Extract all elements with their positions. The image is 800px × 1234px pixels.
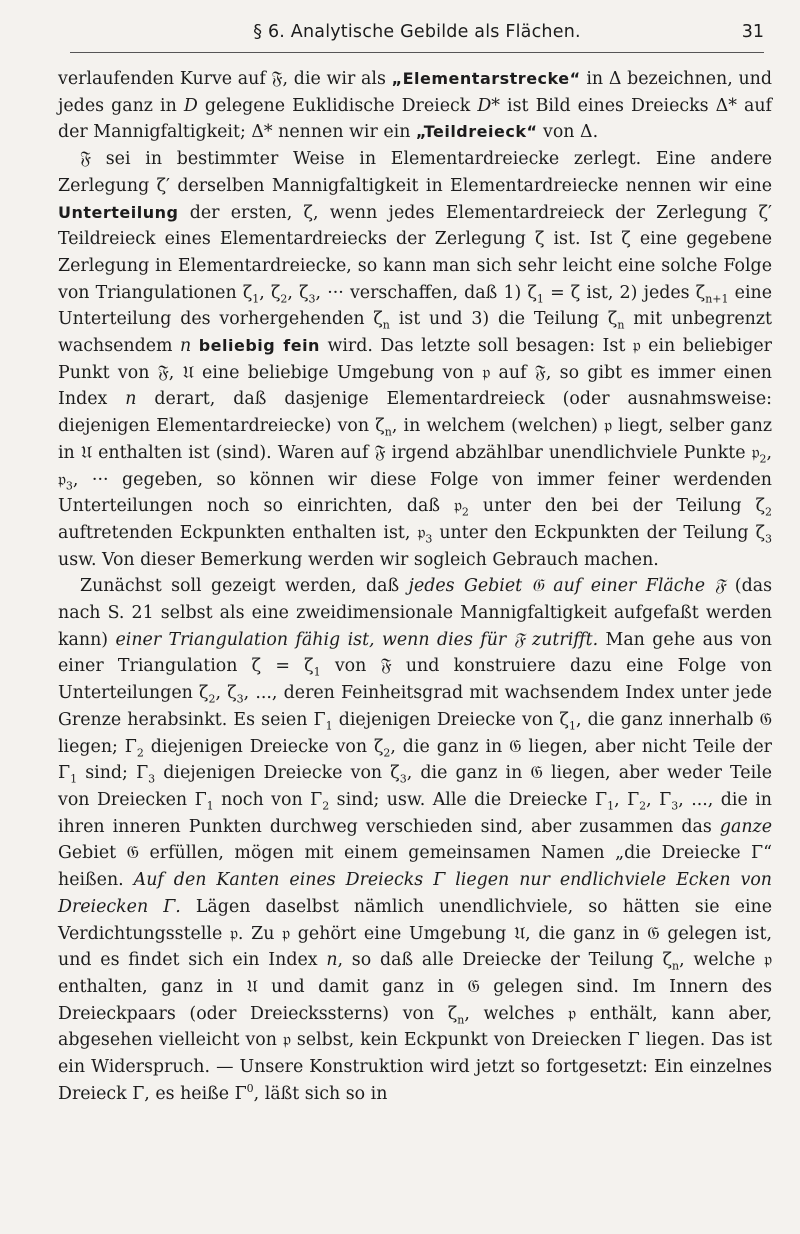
text-segment: 2	[639, 799, 647, 813]
text-segment: eine Unterteilung des vorhergehenden ζ	[58, 282, 773, 330]
text-segment: 1	[607, 799, 615, 813]
text-segment: 1	[536, 292, 544, 306]
text-segment: , die ganz in 𝔊 liegen, aber nicht Teile der Γ	[58, 736, 772, 784]
text-segment: 1	[252, 292, 260, 306]
text-segment: unter den bei der Teilung ζ	[468, 496, 765, 517]
text-segment: , Γ	[614, 789, 640, 810]
text-segment: n	[617, 318, 625, 332]
text-segment: 1	[206, 799, 214, 813]
text-segment: , 𝔭	[58, 442, 772, 490]
text-segment: , ζ	[215, 683, 237, 704]
text-segment: n	[672, 959, 680, 973]
text-segment: , ζ	[287, 282, 309, 303]
text-segment: auftretenden Eckpunkten enthalten ist, 𝔭	[58, 522, 426, 543]
text-segment: Gebiet 𝔊 erfüllen, mögen mit einem gemeinsamen Namen „die Dreiecke Γ“ heißen.	[58, 843, 772, 891]
text-segment: (das nach S. 21 selbst als eine zweidimensionale Mannigfaltigkeit aufgefaßt werden kann)	[58, 576, 772, 650]
text-segment: von Δ.	[537, 122, 599, 143]
text-segment: , ..., deren Feinheitsgrad mit wachsendem Index unter jede Grenze herabsinkt. Es seien Γ	[58, 683, 772, 730]
text-segment: 3	[236, 692, 244, 706]
body-text	[58, 66, 772, 1107]
text-segment: diejenigen Dreiecke von ζ	[155, 763, 400, 784]
text-segment: Unterteilung	[58, 202, 179, 222]
text-segment: Zunächst soll gezeigt werden, daß	[80, 576, 409, 597]
text-segment: „Elementarstrecke“	[391, 69, 581, 88]
text-segment: 3	[765, 532, 773, 546]
text-segment: n	[457, 1013, 465, 1027]
text-segment: , ··· verschaffen, daß 1) ζ	[315, 282, 537, 303]
text-segment: beliebig fein	[198, 336, 320, 356]
text-segment: unter den Eckpunkten der Teilung ζ	[432, 522, 766, 543]
text-segment: diejenigen Dreiecke von ζ	[332, 709, 569, 730]
text-segment: , die ganz innerhalb 𝔊 liegen; Γ	[58, 709, 772, 757]
text-segment: n	[326, 950, 338, 971]
section-title: § 6. Analytische Gebilde als Flächen.	[253, 22, 581, 42]
text-segment: 2	[280, 292, 288, 306]
text-segment: , ζ	[259, 282, 281, 303]
text-segment: n	[384, 425, 392, 439]
running-head	[70, 22, 764, 53]
text-segment: , so daß alle Dreiecke der Teilung ζ	[337, 950, 672, 971]
text-segment: , welches 𝔭 enthält, kann aber, abgesehen vielleicht von 𝔭 selbst, kein Eckpunkt von Dreiecken Γ liegen. Das ist ein Widerspruch. — Unsere Konstruktion wird jetzt so fortgesetzt: Ein einzelnes Dreieck Γ, es heiße Γ	[58, 1003, 773, 1104]
text-segment: einer Triangulation fähig ist, wenn dies für 𝔉 zutrifft.	[115, 629, 599, 650]
text-segment: wird. Das letzte soll besagen: Ist 𝔭 ein beliebiger Punkt von 𝔉, 𝔘 eine beliebige Umgebung von 𝔭 auf 𝔉, so gibt es immer einen Index	[58, 336, 772, 410]
text-segment: D*	[477, 95, 500, 116]
text-segment: „Teildreieck“	[415, 122, 538, 142]
text-segment: noch von Γ	[213, 789, 323, 810]
text-segment	[191, 336, 199, 356]
text-segment: , läßt sich so in	[253, 1083, 388, 1104]
text-segment: usw. Von dieser Bemerkung werden wir sogleich Gebrauch machen.	[58, 549, 659, 570]
text-segment: 2	[383, 746, 391, 760]
text-segment: 2	[136, 746, 144, 760]
text-segment: Auf den Kanten eines Dreiecks Γ liegen nur endlichviele Ecken von Dreiecken Γ.	[58, 870, 772, 917]
text-segment: n+1	[705, 292, 729, 306]
text-segment: 1	[313, 665, 321, 679]
text-segment: Lägen daselbst nämlich unendlichviele, so hätten sie eine Verdichtungsstelle 𝔭. Zu 𝔭 gehört eine Umgebung 𝔘, die ganz in 𝔊 gelegen ist, und es findet sich ein Index	[58, 896, 772, 971]
text-segment: 2	[759, 452, 767, 466]
text-segment: , ..., die in ihren inneren Punkten durchweg verschieden sind, aber zusammen das	[58, 789, 772, 837]
text-segment: 2	[208, 692, 216, 706]
text-segment: 2	[765, 505, 772, 519]
text-segment: , in welchem (welchen) 𝔭 liegt, selber ganz in 𝔘 enthalten ist (sind). Waren auf 𝔉 irgend abzählbar unendlichviele Punkte 𝔭	[58, 416, 772, 463]
text-segment: ist und 3) die Teilung ζ	[389, 309, 618, 330]
text-segment: 𝔉 sei in bestimmter Weise in Elementardreiecke zerlegt. Eine andere Zerlegung ζ′ derselben Mannigfaltigkeit in Elementardreiecke nennen wir eine	[58, 149, 772, 196]
text-segment: 1	[568, 719, 576, 733]
text-segment: jedes Gebiet 𝔊 auf einer Fläche 𝔉	[408, 576, 726, 597]
page-number: 31	[741, 22, 764, 42]
text-segment: diejenigen Dreiecke von ζ	[143, 736, 384, 757]
text-segment: der ersten, ζ, wenn jedes Elementardreieck der Zerlegung ζ′ Teildreieck eines Elementardreiecks der Zerlegung ζ ist. Ist ζ eine gegebene Zerlegung in Elementardreiecke, so kann man sich sehr leicht eine solche Folge von Triangulationen ζ	[58, 202, 772, 303]
paragraph-2	[58, 146, 772, 573]
text-segment: n	[125, 389, 137, 410]
text-segment: in Δ bezeichnen, und jedes ganz in	[58, 69, 772, 116]
text-segment: , ··· gegeben, so können wir diese Folge von immer feiner werdenden Unterteilungen noch so einrichten, daß 𝔭	[58, 469, 772, 517]
text-segment: 3	[65, 479, 73, 493]
text-segment: 0	[246, 1081, 254, 1095]
paragraph-3	[58, 573, 772, 1107]
text-segment: ganze	[719, 816, 772, 837]
text-segment: 2	[461, 505, 469, 519]
text-segment: verlaufenden Kurve auf 𝔉, die wir als	[58, 69, 392, 89]
text-segment: 1	[70, 772, 78, 786]
text-segment: mit unbegrenzt wachsendem	[58, 309, 773, 357]
text-segment: derart, daß dasjenige Elementardreieck (oder ausnahmsweise: diejenigen Elementardreiecke) von ζ	[58, 389, 772, 437]
paragraph-1	[58, 66, 772, 146]
text-segment: 3	[308, 292, 316, 306]
text-segment: 3	[148, 772, 156, 786]
text-segment: n	[382, 318, 390, 332]
text-segment: ist Bild eines Dreiecks Δ* auf der Mannigfaltigkeit; Δ* nennen wir ein	[58, 95, 772, 143]
text-segment: 1	[325, 719, 333, 733]
text-segment: = ζ ist, 2) jedes ζ	[543, 282, 706, 303]
text-segment: 3	[425, 532, 433, 546]
text-segment: 3	[671, 799, 679, 813]
text-segment: von 𝔉 und konstruiere dazu eine Folge von Unterteilungen ζ	[58, 656, 772, 704]
text-segment: gelegene Euklidische Dreieck	[197, 95, 478, 116]
text-segment: 2	[322, 799, 330, 813]
text-segment: , welche 𝔭 enthalten, ganz in 𝔘 und damit ganz in 𝔊 gelegen sind. Im Innern des Dreieckpaars (oder Dreieckssterns) von ζ	[58, 950, 772, 1024]
text-segment: 3	[399, 772, 407, 786]
text-segment: , die ganz in 𝔊 liegen, aber weder Teile von Dreiecken Γ	[58, 763, 772, 810]
text-segment: sind; Γ	[77, 763, 149, 784]
text-segment: , Γ	[646, 789, 672, 810]
text-segment: D	[183, 95, 198, 116]
text-segment: sind; usw. Alle die Dreiecke Γ	[329, 789, 608, 810]
text-segment: n	[180, 336, 192, 357]
text-segment: Man gehe aus von einer Triangulation ζ = ζ	[58, 629, 772, 677]
